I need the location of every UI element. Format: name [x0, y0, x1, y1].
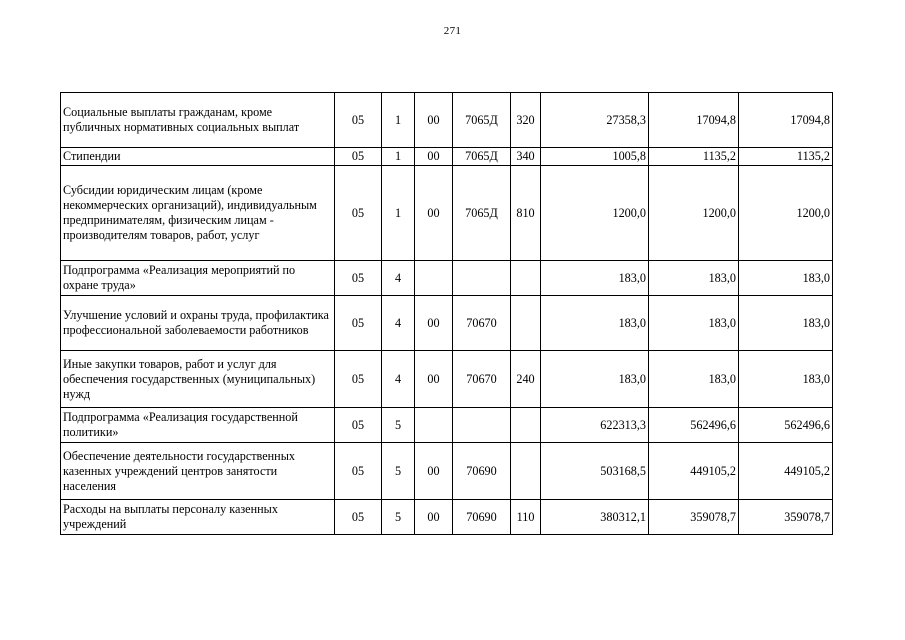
- target-code-cell: 7065Д: [453, 148, 511, 166]
- amount-year2-cell: 183,0: [649, 351, 739, 408]
- amount-year3-cell: 562496,6: [739, 408, 833, 443]
- program-code-cell: 00: [415, 166, 453, 261]
- section-code-cell: 05: [335, 500, 382, 535]
- row-name-cell: Стипендии: [61, 148, 335, 166]
- table-row: [61, 351, 833, 408]
- program-code-cell: 00: [415, 93, 453, 148]
- amount-year3-cell: 183,0: [739, 351, 833, 408]
- section-code-cell: 05: [335, 408, 382, 443]
- row-name-cell: Подпрограмма «Реализация мероприятий по охране труда»: [61, 261, 335, 296]
- expense-type-cell: [511, 408, 541, 443]
- subsection-code-cell: 5: [382, 500, 415, 535]
- target-code-cell: 70690: [453, 500, 511, 535]
- amount-year2-cell: 1135,2: [649, 148, 739, 166]
- subsection-code-cell: 1: [382, 93, 415, 148]
- amount-year3-cell: 183,0: [739, 296, 833, 351]
- amount-year2-cell: 359078,7: [649, 500, 739, 535]
- amount-year3-cell: 17094,8: [739, 93, 833, 148]
- amount-year2-cell: 17094,8: [649, 93, 739, 148]
- subsection-code-cell: 4: [382, 351, 415, 408]
- row-name-cell: Подпрограмма «Реализация государственной политики»: [61, 408, 335, 443]
- expense-type-cell: 110: [511, 500, 541, 535]
- row-name-cell: Иные закупки товаров, работ и услуг для обеспечения государственных (муниципальных) нужд: [61, 351, 335, 408]
- amount-year1-cell: 380312,1: [541, 500, 649, 535]
- table-row: [61, 261, 833, 296]
- section-code-cell: 05: [335, 166, 382, 261]
- table-row: [61, 166, 833, 261]
- section-code-cell: 05: [335, 296, 382, 351]
- program-code-cell: 00: [415, 443, 453, 500]
- table-row: [61, 148, 833, 166]
- target-code-cell: 70670: [453, 296, 511, 351]
- row-name-cell: Улучшение условий и охраны труда, профилактика профессиональной заболеваемости работников: [61, 296, 335, 351]
- subsection-code-cell: 4: [382, 261, 415, 296]
- amount-year2-cell: 449105,2: [649, 443, 739, 500]
- table-row: [61, 443, 833, 500]
- row-name-cell: Расходы на выплаты персоналу казенных учреждений: [61, 500, 335, 535]
- amount-year2-cell: 562496,6: [649, 408, 739, 443]
- amount-year1-cell: 183,0: [541, 351, 649, 408]
- table-row: [61, 296, 833, 351]
- amount-year1-cell: 503168,5: [541, 443, 649, 500]
- section-code-cell: 05: [335, 261, 382, 296]
- budget-table: [60, 92, 833, 535]
- expense-type-cell: [511, 443, 541, 500]
- amount-year2-cell: 1200,0: [649, 166, 739, 261]
- amount-year1-cell: 1200,0: [541, 166, 649, 261]
- table-row: [61, 500, 833, 535]
- program-code-cell: 00: [415, 351, 453, 408]
- subsection-code-cell: 5: [382, 408, 415, 443]
- expense-type-cell: 810: [511, 166, 541, 261]
- subsection-code-cell: 5: [382, 443, 415, 500]
- amount-year1-cell: 1005,8: [541, 148, 649, 166]
- amount-year3-cell: 449105,2: [739, 443, 833, 500]
- program-code-cell: [415, 408, 453, 443]
- amount-year3-cell: 1135,2: [739, 148, 833, 166]
- target-code-cell: [453, 261, 511, 296]
- amount-year3-cell: 359078,7: [739, 500, 833, 535]
- amount-year3-cell: 183,0: [739, 261, 833, 296]
- subsection-code-cell: 1: [382, 166, 415, 261]
- target-code-cell: 70670: [453, 351, 511, 408]
- amount-year1-cell: 183,0: [541, 261, 649, 296]
- amount-year1-cell: 27358,3: [541, 93, 649, 148]
- amount-year2-cell: 183,0: [649, 296, 739, 351]
- subsection-code-cell: 4: [382, 296, 415, 351]
- program-code-cell: 00: [415, 296, 453, 351]
- target-code-cell: 7065Д: [453, 166, 511, 261]
- expense-type-cell: [511, 296, 541, 351]
- section-code-cell: 05: [335, 443, 382, 500]
- expense-type-cell: 320: [511, 93, 541, 148]
- amount-year2-cell: 183,0: [649, 261, 739, 296]
- amount-year1-cell: 622313,3: [541, 408, 649, 443]
- row-name-cell: Обеспечение деятельности государственных казенных учреждений центров занятости населения: [61, 443, 335, 500]
- table-row: [61, 408, 833, 443]
- program-code-cell: 00: [415, 500, 453, 535]
- section-code-cell: 05: [335, 351, 382, 408]
- target-code-cell: 7065Д: [453, 93, 511, 148]
- row-name-cell: Субсидии юридическим лицам (кроме некоммерческих организаций), индивидуальным предпринимателям, физическим лицам - производителям товаров, работ, услуг: [61, 166, 335, 261]
- expense-type-cell: 240: [511, 351, 541, 408]
- target-code-cell: [453, 408, 511, 443]
- section-code-cell: 05: [335, 93, 382, 148]
- amount-year3-cell: 1200,0: [739, 166, 833, 261]
- program-code-cell: 00: [415, 148, 453, 166]
- amount-year1-cell: 183,0: [541, 296, 649, 351]
- program-code-cell: [415, 261, 453, 296]
- row-name-cell: Социальные выплаты гражданам, кроме публичных нормативных социальных выплат: [61, 93, 335, 148]
- subsection-code-cell: 1: [382, 148, 415, 166]
- target-code-cell: 70690: [453, 443, 511, 500]
- section-code-cell: 05: [335, 148, 382, 166]
- page-number: 271: [443, 25, 462, 37]
- expense-type-cell: [511, 261, 541, 296]
- expense-type-cell: 340: [511, 148, 541, 166]
- table-row: [61, 93, 833, 148]
